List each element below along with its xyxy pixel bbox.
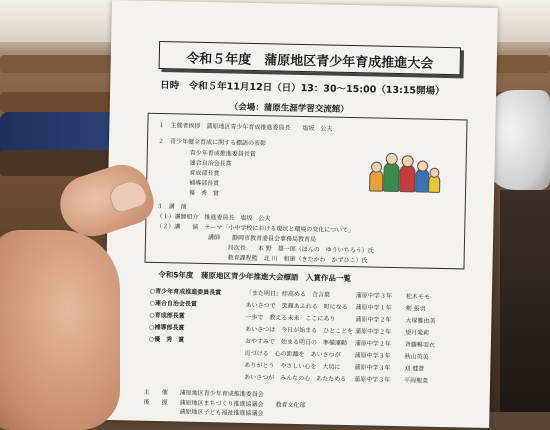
program-item: 優 秀 賞 bbox=[188, 189, 220, 198]
program-item: （２）講 演 テーマ「小中学校における現状と環境の変化について」 bbox=[156, 222, 355, 235]
award-slogan: あいさつが みんなの心 あたためる bbox=[244, 373, 347, 383]
award-slogan: あいさつで 笑顔あふれる 町になる bbox=[245, 301, 348, 312]
program-item: 育成部長賞 bbox=[189, 169, 220, 178]
award-student: 大塚雅由美 bbox=[405, 317, 436, 325]
title-box bbox=[159, 41, 462, 75]
program-item: 教育課程監 北 川 和康（きたかわ かずひこ）氏 bbox=[227, 254, 368, 265]
event-venue: （会場：蒲原生涯学習交流館） bbox=[229, 102, 349, 115]
program-leaflet bbox=[103, 0, 498, 428]
award-slogan: ありがとう やさしい心を 大切に bbox=[244, 361, 341, 371]
program-item: 補導部長賞 bbox=[189, 179, 220, 188]
award-slogan: あいさつは 今日が始まる ひとことを bbox=[245, 325, 354, 336]
award-slogan: 一歩で 教える未来 ここにあり bbox=[245, 313, 336, 323]
award-name: ○優 秀 賞 bbox=[148, 335, 185, 344]
award-student: 平岡聖菜 bbox=[404, 377, 429, 385]
program-item: 講師 静岡市教育委員会事務局教育局 bbox=[207, 234, 317, 244]
award-school: 蒲原中学２年 bbox=[355, 316, 392, 324]
figure-icon bbox=[399, 164, 416, 192]
palm bbox=[0, 230, 120, 430]
award-name: ○連合自治会長賞 bbox=[149, 299, 197, 308]
family-illustration bbox=[367, 151, 440, 192]
program-item: ２ 青少年健全育成に関する標語の表彰 bbox=[157, 137, 267, 148]
award-school: 蒲原中学３年 bbox=[354, 376, 391, 384]
award-student: 斉藤暢羽衣 bbox=[404, 341, 435, 349]
footer-line: 後 援 蒲原地区まちづくり推進協議会 教育文化部 bbox=[143, 398, 306, 410]
award-name: ○育成部長賞 bbox=[149, 311, 185, 320]
award-slogan: 「また明日」絆高める 合言葉 bbox=[245, 289, 330, 299]
program-item: 青少年育成推進委員長賞 bbox=[189, 149, 256, 159]
award-name: ○補導部長賞 bbox=[149, 323, 185, 332]
figure-icon bbox=[383, 162, 400, 192]
seat-back bbox=[500, 190, 550, 412]
award-school: 蒲原中学１年 bbox=[355, 304, 392, 312]
award-slogan: 近づける 心の距離を あいさつが bbox=[244, 349, 341, 359]
footer-line: 主 催 蒲原地区青少年育成推進委員会 bbox=[143, 388, 264, 399]
award-student: 刈 健蒼 bbox=[404, 365, 425, 373]
award-student: 松木モモ bbox=[405, 293, 430, 301]
award-student: 秋山英美 bbox=[404, 353, 429, 361]
program-item: １ 主催者挨拶 蒲原地区青少年育成推進委員長 塩坂 公夫 bbox=[158, 121, 333, 133]
award-school: 蒲原中学３年 bbox=[354, 364, 391, 372]
figure-icon bbox=[369, 169, 383, 191]
program-item: 局次長 本 野 雄一郎（ほんの ゆういちろう）氏 bbox=[227, 244, 374, 255]
program-item: （１）講師紹介 推進委員長 塩坂 公夫 bbox=[156, 212, 271, 223]
holding-hand bbox=[0, 170, 160, 420]
award-school: 蒲原中学２年 bbox=[354, 340, 391, 348]
leaflet-title: 令和５年度 蒲原地区青少年育成推進大会 bbox=[186, 51, 434, 72]
award-school: 蒲原中学３年 bbox=[355, 292, 392, 300]
award-slogan: おやすみで 始まる明日の 準備運動 bbox=[244, 337, 347, 347]
program-item: ３ 講 演 bbox=[156, 202, 187, 211]
award-student: 剣 張羽 bbox=[405, 305, 426, 313]
award-school: 蒲原中学２年 bbox=[355, 328, 392, 336]
event-date: 日時 令和５年11月12日（日）13：30～15:00（13:15開場） bbox=[160, 80, 445, 97]
award-school: 蒲原中学３年 bbox=[354, 352, 391, 360]
figure-icon bbox=[428, 175, 440, 193]
awards-heading: 令和5年度 蒲原地区青少年推進大会標語 入賞作品一覧 bbox=[158, 270, 352, 284]
award-name: ○青少年育成推進委員長賞 bbox=[149, 287, 222, 297]
footer-line: 蒲原地区子ども福祉推進協議会 bbox=[143, 407, 264, 418]
program-item: 連合自治会長賞 bbox=[189, 159, 232, 168]
program-box bbox=[145, 113, 468, 270]
award-student: 望月愛莉 bbox=[405, 329, 430, 337]
